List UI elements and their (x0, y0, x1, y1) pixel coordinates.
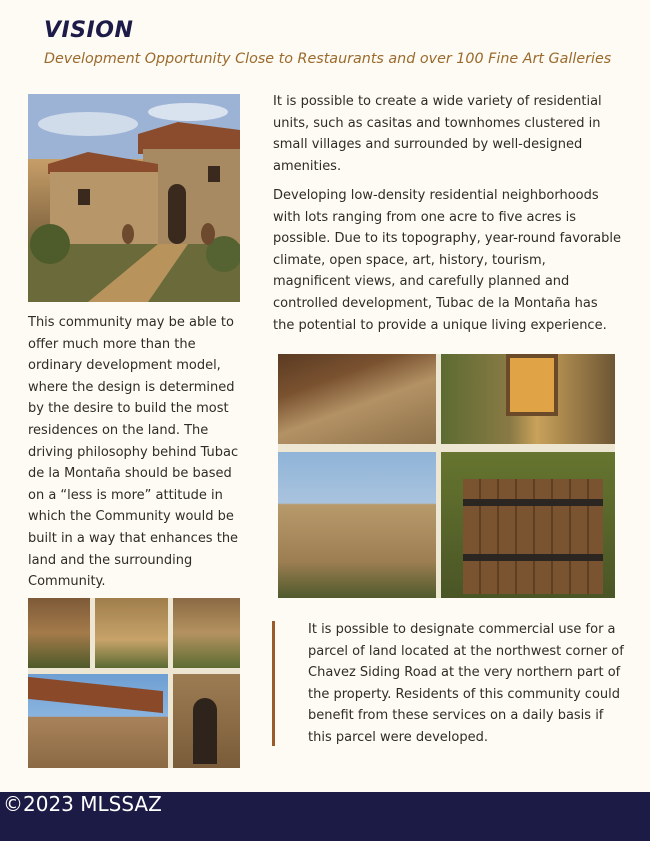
courtyard-tile-3 (173, 598, 240, 668)
gate-strap-bottom (463, 554, 603, 561)
copyright-text: ©2023 MLSSAZ (3, 792, 162, 816)
arched-doorway (193, 698, 217, 764)
window-glow-tile (506, 354, 558, 416)
footer-bar (0, 792, 650, 841)
commercial-use-paragraph: It is possible to designate commercial use for a parcel of land located at the northwest corner of Chavez Siding Road at the very northern part of the property. Residents of this community could benefit from these services on a daily basis if this parcel were developed. (308, 622, 624, 745)
accent-rule (272, 621, 275, 746)
roof-beams-tile (278, 354, 436, 444)
gate-planks (463, 479, 603, 594)
community-philosophy-paragraph: This community may be able to offer much more than the ordinary development model, where the design is determined by the desire to build the most residences on the land. The driving philosophy behind Tubac de la Montaña should be based on a “less is more” attitude in which the Community would be built in a way that enhances the land and the surrounding Community. (28, 315, 239, 590)
stone-building-tile (278, 452, 436, 598)
architecture-collage-photo (278, 354, 615, 598)
stone-villa-illustration (28, 94, 240, 302)
courtyard-tile-1 (28, 598, 90, 668)
courtyard-collage-photo (28, 598, 240, 768)
residential-units-paragraph: It is possible to create a wide variety of residential units, such as casitas and townhomes clustered in small villages and surrounded by well-designed amenities. (273, 94, 602, 174)
low-density-paragraph: Developing low-density residential neighborhoods with lots ranging from one acre to five acres is possible. Due to its topography, year-round favorable climate, open space, art, history, tourism, magnificent views, and carefully planned and controlled development, Tubac de la Montaña has the potential to provide a unique living experience. (273, 188, 622, 333)
stone-villa-photo (28, 94, 240, 302)
courtyard-tile-2 (95, 598, 168, 668)
page-subtitle: Development Opportunity Close to Restaurants and over 100 Fine Art Galleries (44, 51, 612, 67)
page-title: VISION (44, 18, 134, 43)
gate-strap-top (463, 499, 603, 506)
